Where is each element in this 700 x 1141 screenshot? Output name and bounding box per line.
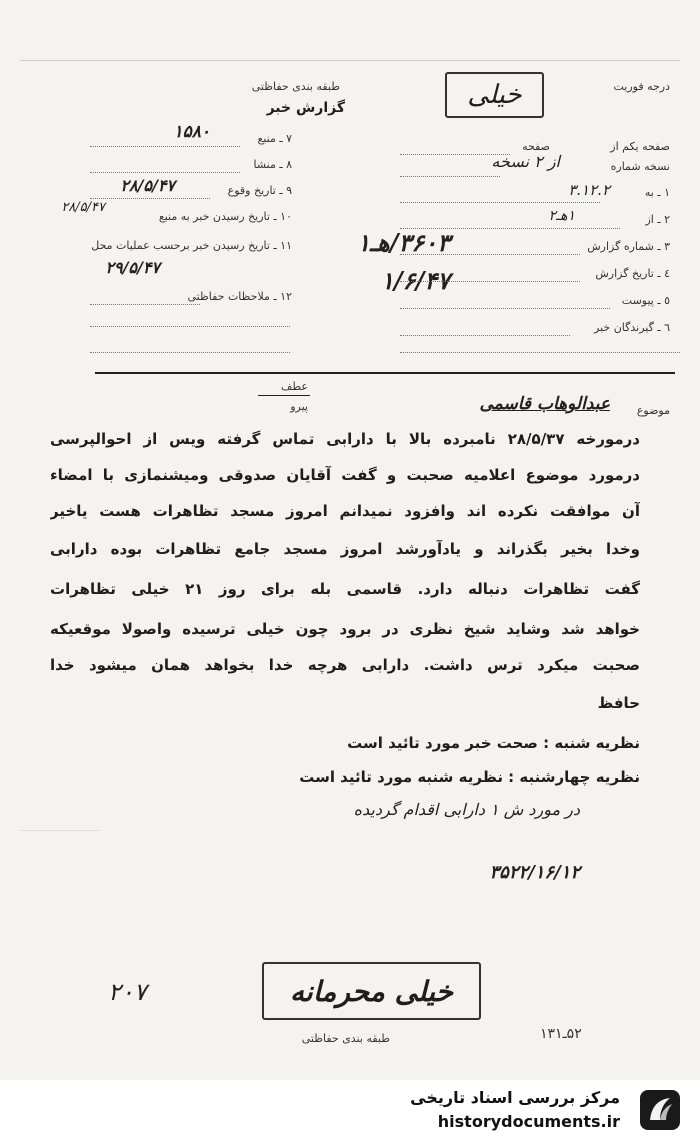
handwritten-note: در مورد ش ۱ دارابی اقدام گردیده [353, 800, 580, 819]
opinion-wednesday: نظریه چهارشنبه : نظریه شنبه مورد تائید است [299, 768, 640, 786]
field-recipients-label: ٦ ـ گیرندگان خبر [594, 321, 670, 334]
header-separator [95, 372, 675, 374]
confidential-stamp-text: خیلی محرمانه [290, 974, 453, 1008]
body-line: حافظ [597, 694, 640, 712]
urgency-value: خیلی [467, 80, 522, 110]
field-copy-label: نسخه شماره [610, 160, 670, 173]
watermark-bar [0, 1080, 700, 1141]
field-attachment-label: ٥ ـ پیوست [621, 294, 670, 307]
field-report-number-value: ۳۶۰۳/هـ۱ [357, 228, 450, 257]
field-from-label: ۲ ـ از [645, 213, 670, 226]
body-line: درمورد موضوع اعلامیه صحبت و گفت آقایان صدوقی ومیشنمازی با امضاء [50, 466, 640, 484]
urgency-label: درجه فوریت [613, 80, 670, 93]
field-page-label: صفحه یکم از [610, 140, 670, 153]
footer-classification-label: طبقه بندی حفاظتی [301, 1032, 390, 1045]
field-origin-label: ۸ ـ منشا [253, 158, 292, 171]
page-number: ۲۰۷ [108, 978, 147, 1006]
field-to-value: ۳.۱۲.۲ [568, 181, 610, 199]
field-copy-value: از ۲ نسخه [491, 152, 560, 171]
field-source-value: ۱۵۸۰ [173, 122, 210, 142]
field-received-source-value: ۲۸/۵/۴۷ [61, 200, 105, 215]
confidential-stamp [262, 962, 481, 1020]
body-line: گفت تظاهرات دنباله دارد. قاسمی بله برای روز ۲۱ خیلی تظاهرات [50, 580, 640, 598]
field-report-number-label: ۳ ـ شماره گزارش [587, 240, 670, 253]
field-source-label: ۷ ـ منبع [257, 132, 292, 145]
field-security-notes-label: ۱۲ ـ ملاحظات حفاظتی [187, 290, 292, 303]
footer-left-code: ۵۲ـ۱۳۱ [540, 1026, 582, 1042]
watermark-site: historydocuments.ir [437, 1112, 620, 1131]
field-to-label: ۱ ـ به [644, 186, 670, 199]
urgency-stamp [445, 72, 544, 118]
field-from-value: ۱هـ۲ [548, 208, 575, 224]
field-occurrence-date-label: ۹ ـ تاریخ وقوع [227, 184, 292, 197]
body-line: آن موافقت نکرده اند وافزود نمیدانم امروز مسجد تظاهرات هست یاخیر [50, 502, 640, 520]
body-line: درمورخه ۲۸/۵/۳۷ نامبرده بالا با دارابی تماس گرفته ویس از احوالپرسی [50, 430, 640, 448]
body-line: وخدا بخیر بگذراند و یادآورشد امروز مسجد جامع تظاهرات بوده دارابی [50, 540, 640, 558]
field-occurrence-date-value: ۲۸/۵/۴۷ [120, 176, 175, 195]
reference-peyro-label: پیرو [290, 400, 308, 413]
field-received-operations-label: ۱۱ ـ تاریخ رسیدن خبر برحسب عملیات محل [91, 239, 292, 252]
reference-atf-label: عطف [281, 380, 308, 393]
field-report-date-value: ۱/۶/۴۷ [380, 266, 450, 295]
watermark-org-name: مرکز بررسی اسناد تاریخی [410, 1088, 620, 1107]
watermark-logo-icon [638, 1088, 682, 1132]
subject-value: عبدالوهاب قاسمی [479, 394, 610, 414]
field-report-date-label: ٤ ـ تاریخ گزارش [595, 267, 670, 280]
field-received-operations-value: ۲۹/۵/۴۷ [105, 258, 160, 277]
field-page-value: صفحه [522, 140, 550, 153]
body-line: خواهد شد وشاید شیخ نظری در برود چون خیلی ترسیده واصولا موقعیکه [50, 620, 640, 638]
opinion-saturday: نظریه شنبه : صحت خبر مورد تائید است [347, 734, 640, 752]
classification-label: طبقه بندی حفاظتی [251, 80, 340, 93]
subject-label: موضوع [636, 404, 670, 417]
handwritten-sign: ۳۵۲۲/۱۶/۱۲ [489, 862, 580, 883]
form-title: گزارش خبر [266, 100, 345, 116]
body-line: صحبت میکرد ترس داشت. دارابی هرچه خدا بخواهد همان میشود خدا [50, 656, 640, 674]
field-received-source-label: ۱۰ ـ تاریخ رسیدن خبر به منبع [158, 210, 292, 223]
